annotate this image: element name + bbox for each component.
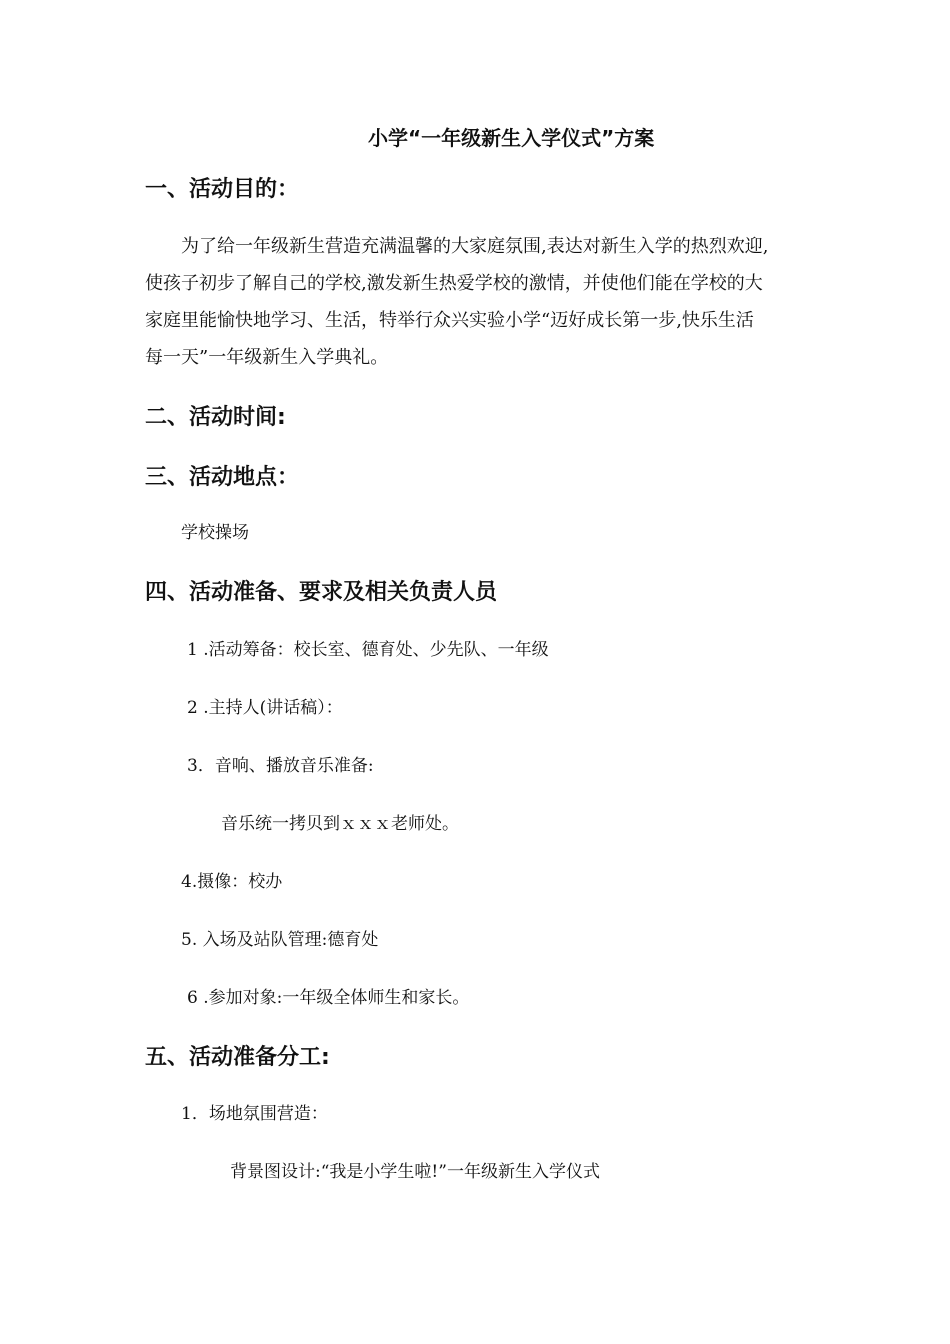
prep-item-6: 6 .参加对象:一年级全体师生和家长。 [187,988,470,1008]
heading-purpose: 一、活动目的： [145,177,300,202]
background-design-text: 背景图设计:“我是小学生啦!”一年级新生入学仪式 [230,1162,600,1182]
prep-item-4: 4.摄像：校办 [181,872,283,892]
purpose-line-1: 为了给一年级新生营造充满温馨的大家庭氛围,表达对新生入学的热烈欢迎, [181,236,769,257]
heading-time: 二、活动时间: [145,405,286,430]
page-title: 小学“一年级新生入学仪式”方案 [368,126,655,150]
heading-preparation: 四、活动准备、要求及相关负责人员 [145,580,498,605]
prep-item-3-detail: 音乐统一拷贝到ｘｘｘ老师处。 [221,814,459,834]
purpose-line-3: 家庭里能愉快地学习、生活，特举行众兴实验小学“迈好成长第一步,快乐生活 [145,310,754,331]
purpose-line-2: 使孩子初步了解自己的学校,激发新生热爱学校的激情，并使他们能在学校的大 [145,273,763,294]
location-text: 学校操场 [181,523,249,543]
prep-item-3: 3．音响、播放音乐准备: [187,756,374,776]
heading-division: 五、活动准备分工: [145,1045,330,1070]
heading-location: 三、活动地点： [145,465,300,490]
prep-item-5: 5. 入场及站队管理:德育处 [181,930,379,950]
division-item-1: 1．场地氛围营造： [181,1104,328,1124]
prep-item-1: 1 .活动筹备：校长室、德育处、少先队、一年级 [187,640,549,660]
purpose-line-4: 每一天”一年级新生入学典礼。 [145,347,389,368]
prep-item-2: 2 .主持人(讲话稿）： [187,698,343,718]
